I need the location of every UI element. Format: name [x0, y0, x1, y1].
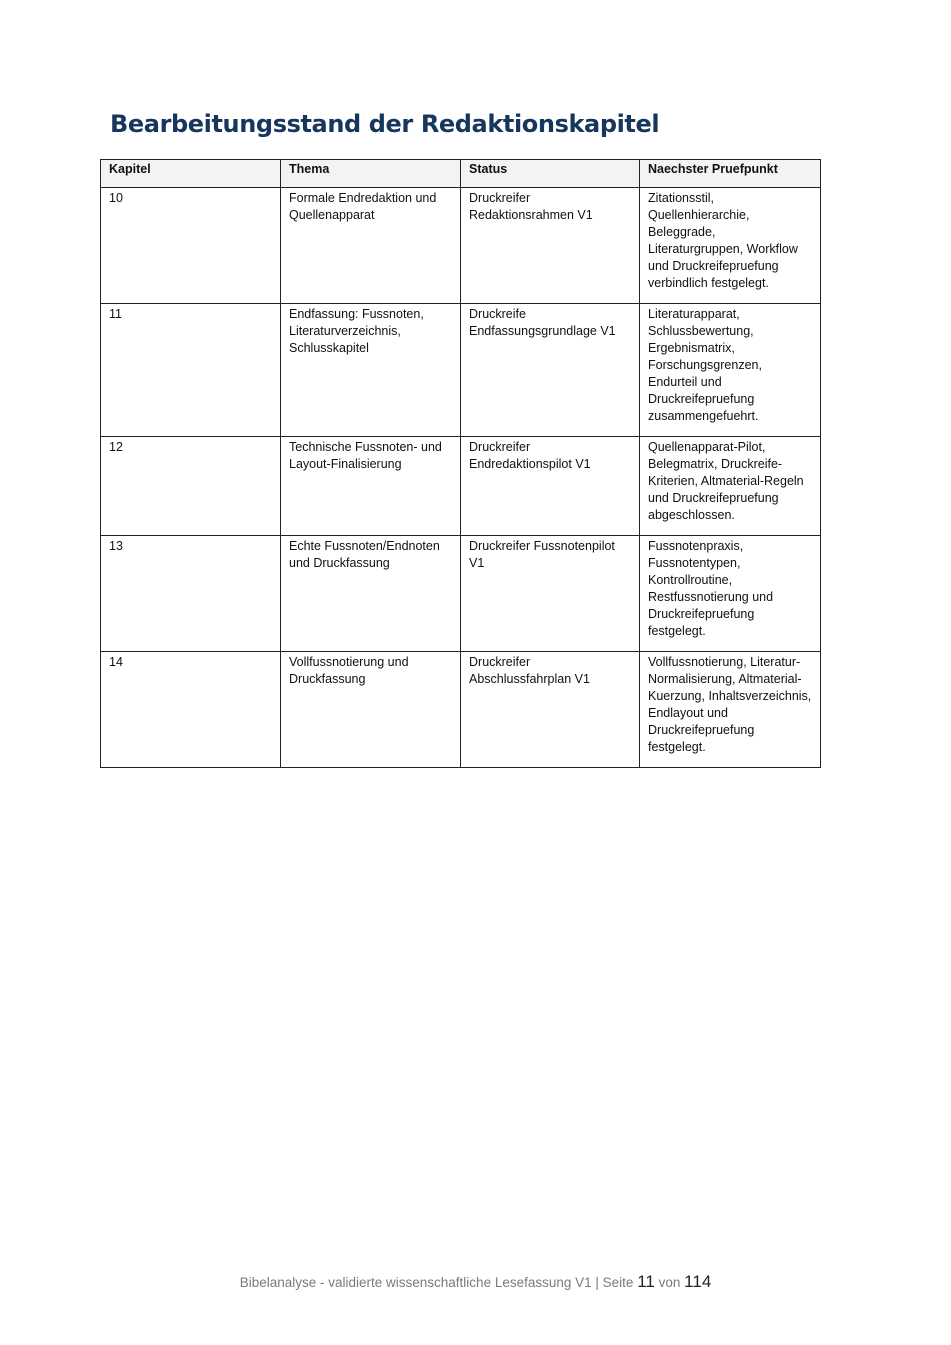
table-row [101, 536, 821, 652]
cell-status: Druckreifer Redaktionsrahmen V1 [461, 188, 640, 304]
column-header-pruefpunkt: Naechster Pruefpunkt [640, 160, 821, 188]
cell-status: Druckreifer Fussnotenpilot V1 [461, 536, 640, 652]
cell-thema: Echte Fussnoten/Endnoten und Druckfassung [281, 536, 461, 652]
table-header-row [101, 160, 821, 188]
column-header-kapitel: Kapitel [101, 160, 281, 188]
cell-thema: Technische Fussnoten- und Layout-Finalisierung [281, 437, 461, 536]
chapter-status-table [100, 159, 821, 768]
cell-thema: Vollfussnotierung und Druckfassung [281, 652, 461, 768]
cell-status: Druckreifer Endredaktionspilot V1 [461, 437, 640, 536]
cell-thema: Formale Endredaktion und Quellenapparat [281, 188, 461, 304]
column-header-thema: Thema [281, 160, 461, 188]
cell-pruefpunkt: Quellenapparat-Pilot, Belegmatrix, Druckreife-Kriterien, Altmaterial-Regeln und Druckreifepruefung abgeschlossen. [640, 437, 821, 536]
footer-total-pages: 114 [684, 1272, 712, 1291]
table-row [101, 188, 821, 304]
table-row [101, 304, 821, 437]
table-row [101, 437, 821, 536]
table-row [101, 652, 821, 768]
page-footer [0, 1272, 951, 1292]
column-header-status: Status [461, 160, 640, 188]
cell-pruefpunkt: Vollfussnotierung, Literatur-Normalisierung, Altmaterial-Kuerzung, Inhaltsverzeichnis, Endlayout und Druckreifepruefung festgelegt. [640, 652, 821, 768]
cell-status: Druckreifer Abschlussfahrplan V1 [461, 652, 640, 768]
cell-pruefpunkt: Literaturapparat, Schlussbewertung, Ergebnismatrix, Forschungsgrenzen, Endurteil und Druckreifepruefung zusammengefuehrt. [640, 304, 821, 437]
cell-pruefpunkt: Fussnotenpraxis, Fussnotentypen, Kontrollroutine, Restfussnotierung und Druckreifepruefung festgelegt. [640, 536, 821, 652]
cell-kapitel: 10 [101, 188, 281, 304]
cell-thema: Endfassung: Fussnoten, Literaturverzeichnis, Schlusskapitel [281, 304, 461, 437]
cell-kapitel: 14 [101, 652, 281, 768]
cell-kapitel: 12 [101, 437, 281, 536]
footer-page-number: 11 [637, 1272, 655, 1291]
cell-pruefpunkt: Zitationsstil, Quellenhierarchie, Beleggrade, Literaturgruppen, Workflow und Druckreifepruefung verbindlich festgelegt. [640, 188, 821, 304]
footer-text: Bibelanalyse - validierte wissenschaftliche Lesefassung V1 | Seite [239, 1275, 634, 1290]
page-title: Bearbeitungsstand der Redaktionskapitel [110, 110, 660, 138]
cell-kapitel: 11 [101, 304, 281, 437]
cell-kapitel: 13 [101, 536, 281, 652]
footer-of-label: von [658, 1275, 681, 1290]
cell-status: Druckreife Endfassungsgrundlage V1 [461, 304, 640, 437]
